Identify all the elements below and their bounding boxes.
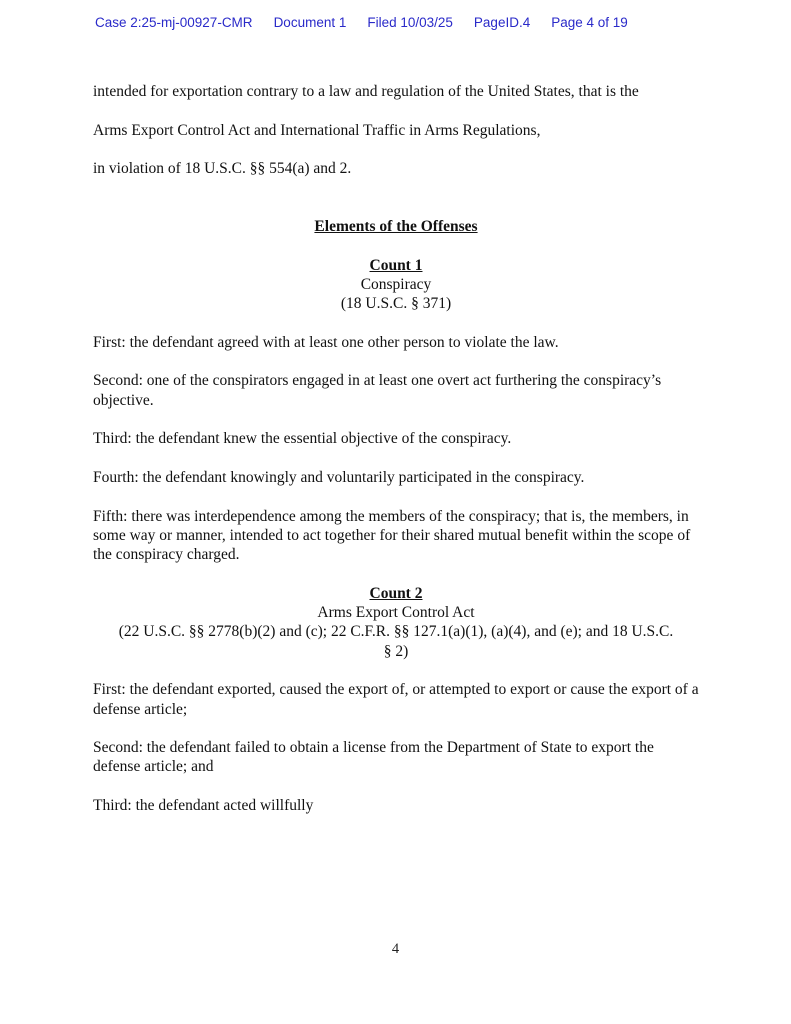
header-page-id: PageID.4 bbox=[473, 15, 531, 30]
count1-heading bbox=[93, 256, 699, 314]
element-paragraph: Second: the defendant failed to obtain a license from the Department of State to export the defense article; and bbox=[93, 739, 654, 776]
intro-paragraph bbox=[93, 82, 699, 178]
element-paragraph: First: the defendant agreed with at least one other person to violate the law. bbox=[93, 333, 559, 351]
count2-citation-line: (22 U.S.C. §§ 2778(b)(2) and (c); 22 C.F.R. §§ 127.1(a)(1), (a)(4), and (e); and 18 U.S.C. bbox=[118, 623, 674, 641]
intro-line: intended for exportation contrary to a law and regulation of the United States, that is the bbox=[93, 83, 639, 100]
element-paragraph: Third: the defendant acted willfully bbox=[93, 796, 314, 814]
count1-citation: (18 U.S.C. § 371) bbox=[340, 295, 452, 313]
header-filed-date: Filed 10/03/25 bbox=[367, 15, 453, 30]
count1-title: Count 1 bbox=[369, 256, 423, 274]
case-header bbox=[95, 15, 628, 30]
count2-heading bbox=[93, 584, 699, 661]
document-body bbox=[93, 82, 699, 835]
count2-elements bbox=[93, 680, 699, 815]
count2-citation-line: § 2) bbox=[383, 642, 409, 660]
element-paragraph: Fourth: the defendant knowingly and voluntarily participated in the conspiracy. bbox=[93, 468, 585, 486]
element-paragraph: Third: the defendant knew the essential objective of the conspiracy. bbox=[93, 430, 512, 448]
intro-line: in violation of 18 U.S.C. §§ 554(a) and 2. bbox=[93, 160, 352, 178]
page-number: 4 bbox=[391, 941, 400, 957]
section-title: Elements of the Offenses bbox=[314, 218, 478, 236]
header-page-of: Page 4 of 19 bbox=[551, 15, 628, 30]
element-paragraph: Second: one of the conspirators engaged in at least one overt act furthering the conspiracy’s objective. bbox=[93, 372, 662, 409]
count1-subtitle: Conspiracy bbox=[360, 275, 432, 293]
count2-title: Count 2 bbox=[369, 584, 423, 602]
element-paragraph: First: the defendant exported, caused the export of, or attempted to export or cause the export of a defense article; bbox=[93, 681, 699, 718]
header-case-number: Case 2:25-mj-00927-CMR bbox=[95, 15, 253, 30]
intro-line: Arms Export Control Act and International Traffic in Arms Regulations, bbox=[93, 121, 541, 139]
element-paragraph: Fifth: there was interdependence among the members of the conspiracy; that is, the members, in some way or manner, intended to act together for their shared mutual benefit within the scope of the conspiracy charged. bbox=[93, 507, 691, 564]
count2-subtitle: Arms Export Control Act bbox=[317, 604, 475, 622]
header-document-number: Document 1 bbox=[273, 15, 347, 30]
count1-elements bbox=[93, 333, 699, 565]
